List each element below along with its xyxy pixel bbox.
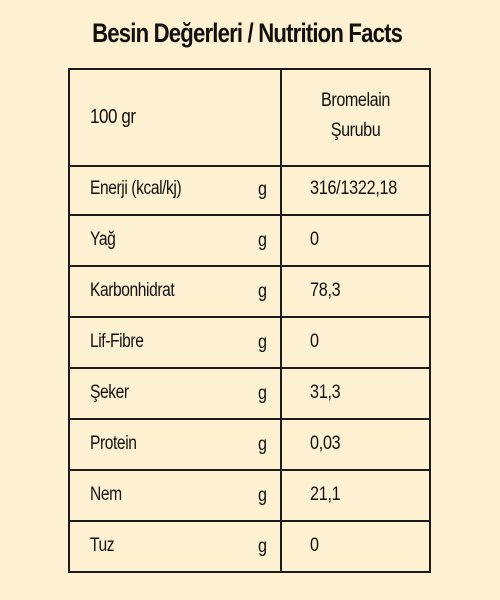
row-value: 78,3 bbox=[310, 280, 341, 301]
row-value: 0,03 bbox=[310, 433, 341, 454]
row-value-cell bbox=[280, 369, 429, 418]
row-value-cell bbox=[280, 318, 429, 367]
header-product-cell bbox=[282, 70, 429, 165]
row-label: Karbonhidrat bbox=[90, 280, 175, 301]
row-unit: g bbox=[258, 536, 267, 557]
row-value-cell bbox=[280, 471, 429, 520]
row-unit: g bbox=[258, 485, 267, 506]
row-label: Lif-Fibre bbox=[90, 331, 144, 352]
row-value: 0 bbox=[310, 535, 319, 556]
portion-label: 100 gr bbox=[90, 106, 136, 128]
row-value: 21,1 bbox=[310, 484, 341, 505]
row-unit: g bbox=[258, 179, 267, 200]
table-row bbox=[70, 165, 429, 216]
row-label: Şeker bbox=[90, 382, 129, 403]
row-value-cell bbox=[280, 165, 429, 214]
row-unit: g bbox=[258, 281, 267, 302]
table-body bbox=[70, 165, 429, 571]
row-unit: g bbox=[258, 332, 267, 353]
header-portion-cell bbox=[70, 70, 282, 165]
row-value-cell bbox=[280, 216, 429, 265]
row-value-cell bbox=[280, 267, 429, 316]
table-row bbox=[70, 216, 429, 267]
row-value-cell bbox=[280, 420, 429, 469]
table-row bbox=[70, 420, 429, 471]
row-label: Enerji (kcal/kj) bbox=[90, 178, 182, 199]
row-label: Tuz bbox=[90, 535, 115, 556]
product-name-line-2: Şurubu bbox=[330, 120, 381, 141]
nutrition-table bbox=[68, 68, 431, 573]
row-label: Nem bbox=[90, 484, 122, 505]
row-unit: g bbox=[258, 434, 267, 455]
row-value: 316/1322,18 bbox=[310, 178, 398, 199]
row-unit: g bbox=[258, 230, 267, 251]
row-label: Yağ bbox=[90, 229, 116, 250]
table-row bbox=[70, 318, 429, 369]
product-name-line-1: Bromelain bbox=[321, 90, 390, 111]
table-row bbox=[70, 522, 429, 571]
row-unit: g bbox=[258, 383, 267, 404]
table-row bbox=[70, 471, 429, 522]
table-row bbox=[70, 267, 429, 318]
product-name bbox=[293, 86, 418, 146]
page-title: Besin Değerleri / Nutrition Facts bbox=[92, 18, 403, 48]
table-header-row bbox=[70, 70, 429, 167]
row-value: 0 bbox=[310, 229, 319, 250]
row-value: 0 bbox=[310, 331, 319, 352]
row-label: Protein bbox=[90, 433, 137, 454]
row-value: 31,3 bbox=[310, 382, 341, 403]
row-value-cell bbox=[280, 522, 429, 571]
table-row bbox=[70, 369, 429, 420]
